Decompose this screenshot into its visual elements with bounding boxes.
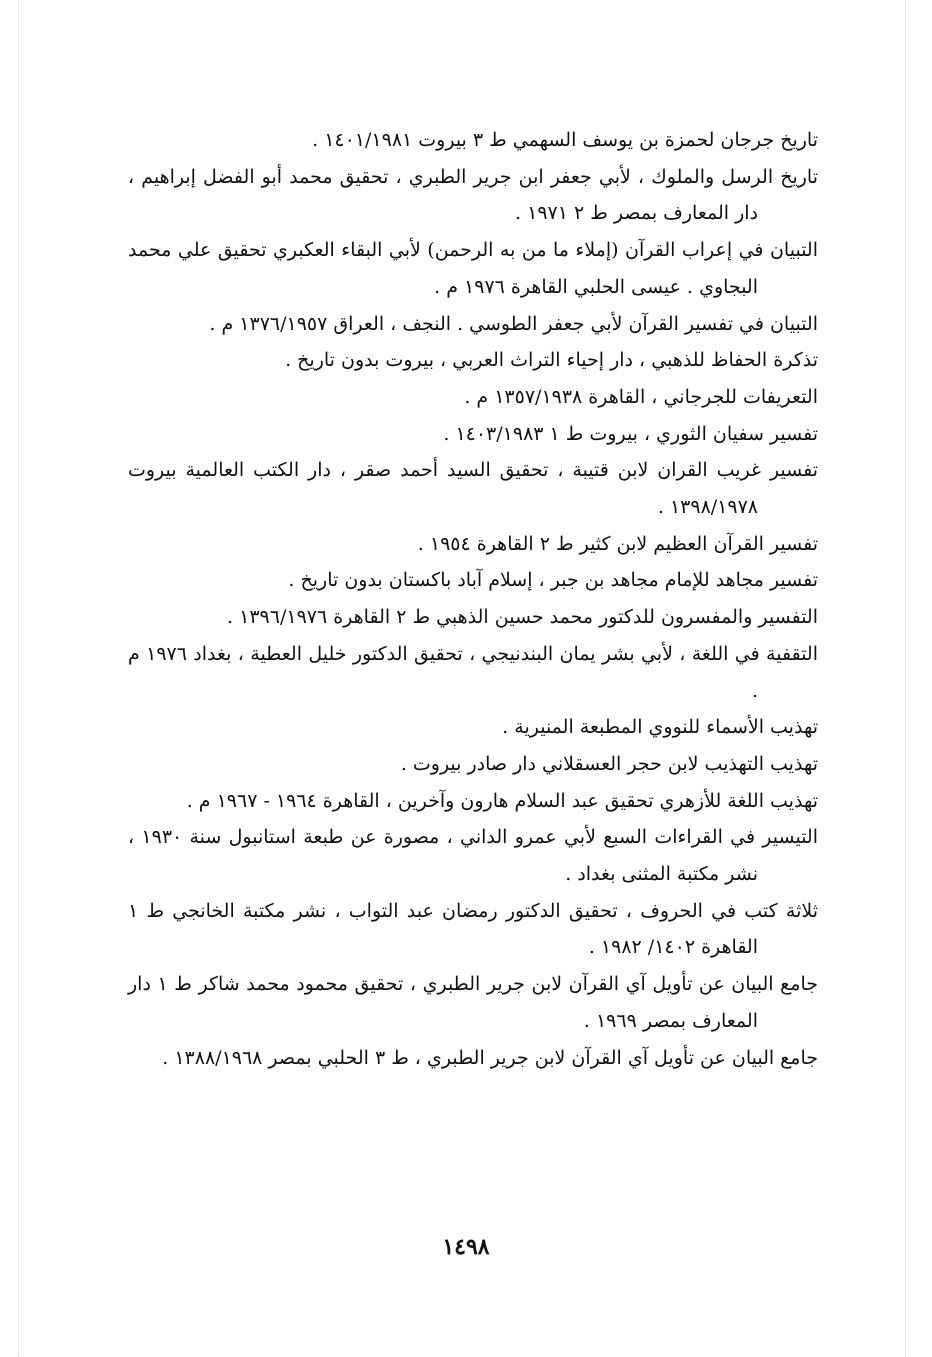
bibliography-entry: تذكرة الحفاظ للذهبي ، دار إحياء التراث العربي ، بيروت بدون تاريخ . — [285, 349, 818, 372]
bibliography-entry: تفسير سفيان الثوري ، بيروت ط ١ ١٤٠٣/١٩٨٣ . — [443, 422, 818, 445]
bibliography-entry: جامع البيان عن تأويل آي القرآن لابن جرير الطبري ، تحقيق محمود محمد شاكر ط ١ دار المعارف بمصر ١٩٦٩ . — [128, 973, 818, 1032]
bibliography-entry: تفسير القرآن العظيم لابن كثير ط ٢ القاهرة ١٩٥٤ . — [417, 532, 818, 555]
bibliography-entry: تاريخ الرسل والملوك ، لأبي جعفر ابن جرير الطبري ، تحقيق محمد أبو الفضل إبراهيم ، دار المعارف بمصر ط ٢ ١٩٧١ . — [128, 165, 818, 225]
bibliography-entry: التعريفات للجرجاني ، القاهرة ١٣٥٧/١٩٣٨ م . — [464, 385, 818, 408]
bibliography-entry: تهذيب اللغة للأزهري تحقيق عبد السلام هارون وآخرين ، القاهرة ١٩٦٤ - ١٩٦٧ م . — [186, 789, 818, 812]
bibliography-entry: تهذيب الأسماء للنووي المطبعة المنيرية . — [502, 716, 818, 739]
bibliography-entry: تهذيب التهذيب لابن حجر العسقلاني دار صادر بيروت . — [400, 752, 818, 775]
bibliography-list — [128, 122, 818, 1076]
scan-margin-dots — [18, 0, 20, 1357]
scan-margin-dots — [905, 0, 907, 1357]
bibliography-entry: تفسير مجاهد للإمام مجاهد بن جبر ، إسلام آباد باكستان بدون تاريخ . — [288, 569, 818, 592]
bibliography-entry: تاريخ جرجان لحمزة بن يوسف السهمي ط ٣ بيروت ١٤٠١/١٩٨١ . — [312, 129, 818, 151]
page-number: ١٤٩٨ — [442, 1234, 490, 1260]
bibliography-entry: جامع البيان عن تأويل آي القرآن لابن جرير الطبري ، ط ٣ الحلبي بمصر ١٣٨٨/١٩٦٨ . — [162, 1046, 818, 1069]
bibliography-entry: التبيان في تفسير القرآن لأبي جعفر الطوسي . النجف ، العراق ١٣٧٦/١٩٥٧ م . — [209, 312, 818, 335]
bibliography-entry: التيسير في القراءات السبع لأبي عمرو الداني ، مصورة عن طبعة استانبول سنة ١٩٣٠ ، نشر مكتبة المثنى بغداد . — [128, 826, 819, 886]
bibliography-entry: التبيان في إعراب القرآن (إملاء ما من به الرحمن) لأبي البقاء العكبري تحقيق علي محمد البجاوي . عيسى الحلبي القاهرة ١٩٧٦ م . — [128, 239, 818, 298]
bibliography-entry: تفسير غريب القران لابن قتيبة ، تحقيق السيد أحمد صقر ، دار الكتب العالمية بيروت ١٣٩٨/١٩٧٨ . — [128, 459, 818, 519]
bibliography-entry: ثلاثة كتب في الحروف ، تحقيق الدكتور رمضان عبد التواب ، نشر مكتبة الخانجي ط ١ القاهرة ١٤٠٢/ ١٩٨٢ . — [128, 899, 818, 959]
bibliography-entry: التقفية في اللغة ، لأبي بشر يمان البندنيجي ، تحقيق الدكتور خليل العطية ، بغداد ١٩٧٦ م . — [128, 642, 818, 702]
bibliography-entry: التفسير والمفسرون للدكتور محمد حسين الذهبي ط ٢ القاهرة ١٣٩٦/١٩٧٦ . — [227, 606, 818, 629]
